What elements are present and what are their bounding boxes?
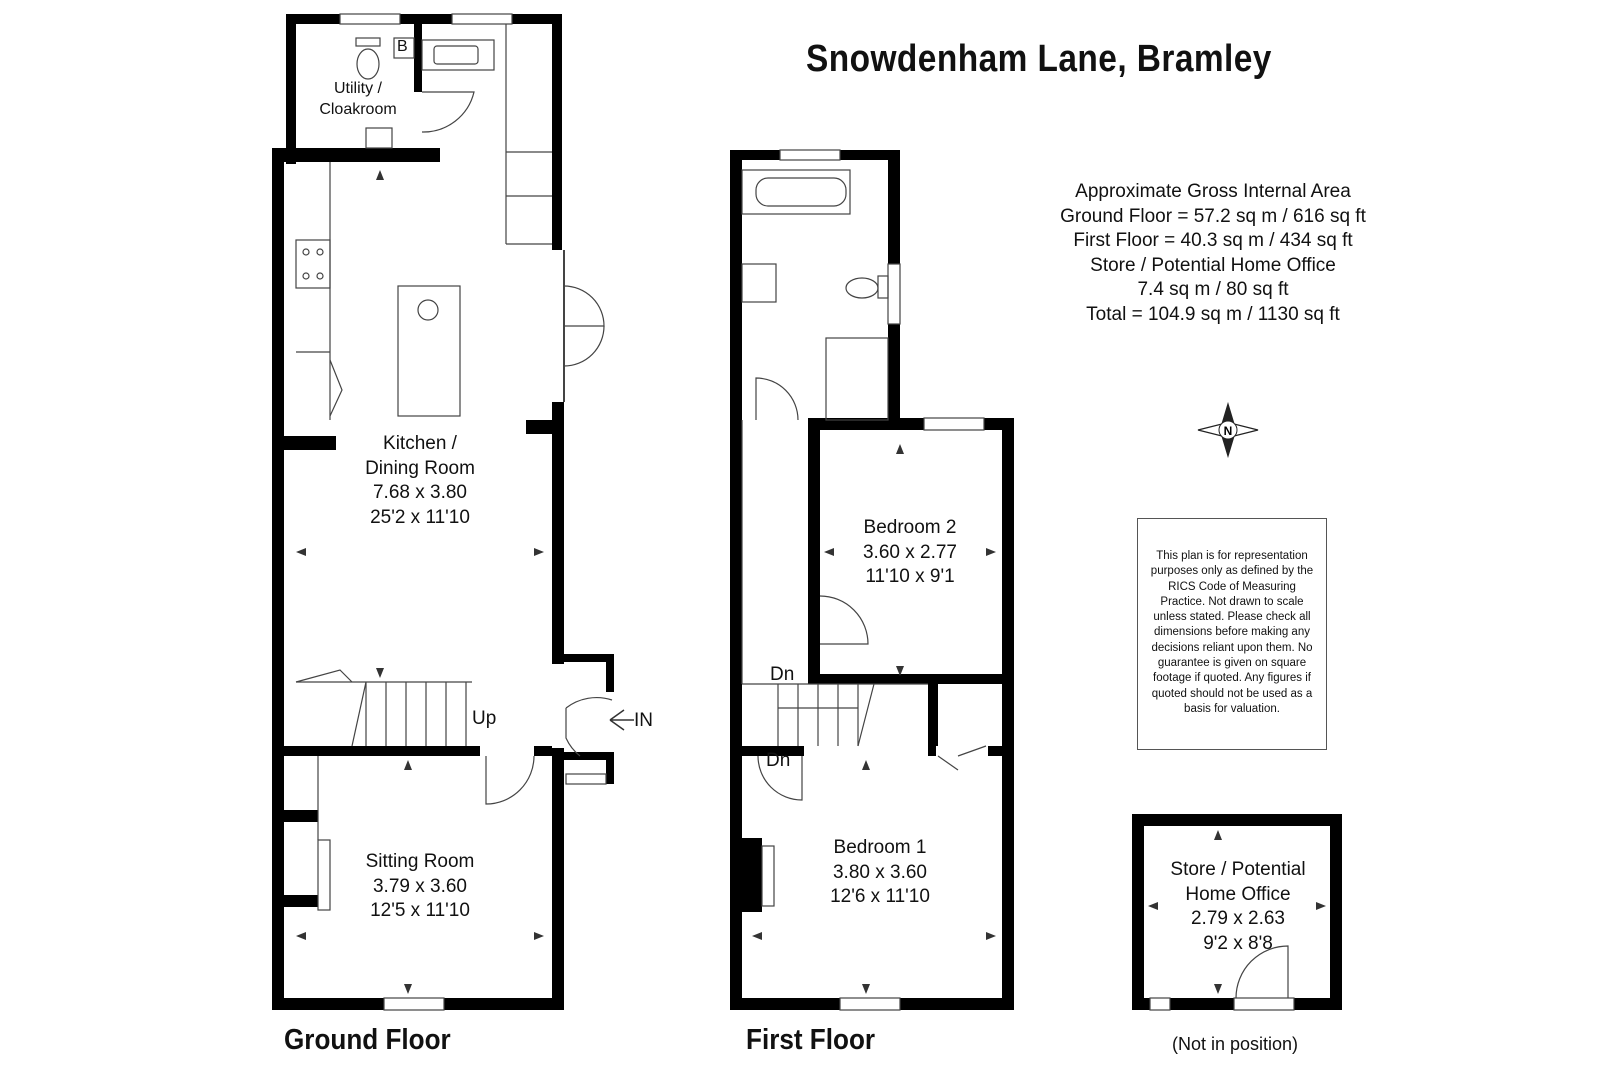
area-first: First Floor = 40.3 sq m / 434 sq ft xyxy=(1073,230,1353,251)
area-store-label: Store / Potential Home Office xyxy=(1090,254,1336,276)
area-heading: Approximate Gross Internal Area xyxy=(1075,181,1351,202)
room-bedroom1-metric: 3.80 x 3.60 xyxy=(832,861,928,883)
area-summary xyxy=(1048,180,1378,327)
room-kitchen xyxy=(330,432,510,530)
first-floor-label: First Floor xyxy=(746,1024,876,1056)
room-bedroom1-imperial: 12'6 x 11'10 xyxy=(830,886,930,907)
room-bedroom2-imperial: 11'10 x 9'1 xyxy=(865,566,955,587)
stairs-down-label: Dn xyxy=(770,664,795,685)
room-utility xyxy=(300,78,416,120)
room-bedroom1 xyxy=(790,836,970,910)
landing-down-label: Dn xyxy=(766,750,791,771)
room-bedroom2-metric: 3.60 x 2.77 xyxy=(862,541,958,563)
area-store: 7.4 sq m / 80 sq ft xyxy=(1137,279,1289,300)
entrance-label: IN xyxy=(634,710,653,731)
room-sitting-imperial: 12'5 x 11'10 xyxy=(370,900,470,921)
room-utility-name2: Cloakroom xyxy=(319,101,397,118)
disclaimer: This plan is for representation purposes only as defined by the RICS Code of Measuring Practice. Not drawn to scale unless stated. Please check all dimensions before making any decisions reliant upon them. No guarantee is given on square footage if quoted. Any figures if quoted should not be used as a basis for valuation. xyxy=(1137,518,1327,750)
area-ground: Ground Floor = 57.2 sq m / 616 sq ft xyxy=(1060,205,1366,227)
room-store xyxy=(1148,858,1328,956)
room-store-name1: Store / Potential xyxy=(1170,859,1306,880)
compass-label: N xyxy=(1223,424,1233,438)
room-kitchen-metric: 7.68 x 3.80 xyxy=(372,482,468,503)
room-sitting-metric: 3.79 x 3.60 xyxy=(372,875,468,897)
page-title: Snowdenham Lane, Bramley xyxy=(806,38,1272,80)
store-position-note: (Not in position) xyxy=(1172,1034,1299,1054)
area-total: Total = 104.9 sq m / 1130 sq ft xyxy=(1086,303,1340,325)
boiler-label: B xyxy=(397,38,408,55)
room-kitchen-name2: Dining Room xyxy=(365,457,475,479)
room-utility-name1: Utility / xyxy=(334,80,382,97)
compass-icon xyxy=(1196,402,1260,463)
stairs-up-label: Up xyxy=(472,708,497,729)
room-kitchen-name1: Kitchen / xyxy=(383,433,457,454)
room-store-imperial: 9'2 x 8'8 xyxy=(1203,932,1273,954)
room-store-name2: Home Office xyxy=(1185,883,1291,905)
room-bedroom2 xyxy=(820,516,1000,590)
room-kitchen-imperial: 25'2 x 11'10 xyxy=(370,506,470,528)
room-sitting xyxy=(330,850,510,924)
room-store-metric: 2.79 x 2.63 xyxy=(1190,908,1286,929)
room-bedroom2-name: Bedroom 2 xyxy=(863,517,957,538)
room-sitting-name: Sitting Room xyxy=(365,851,475,872)
ground-floor-label: Ground Floor xyxy=(284,1024,451,1056)
room-bedroom1-name: Bedroom 1 xyxy=(833,837,927,858)
